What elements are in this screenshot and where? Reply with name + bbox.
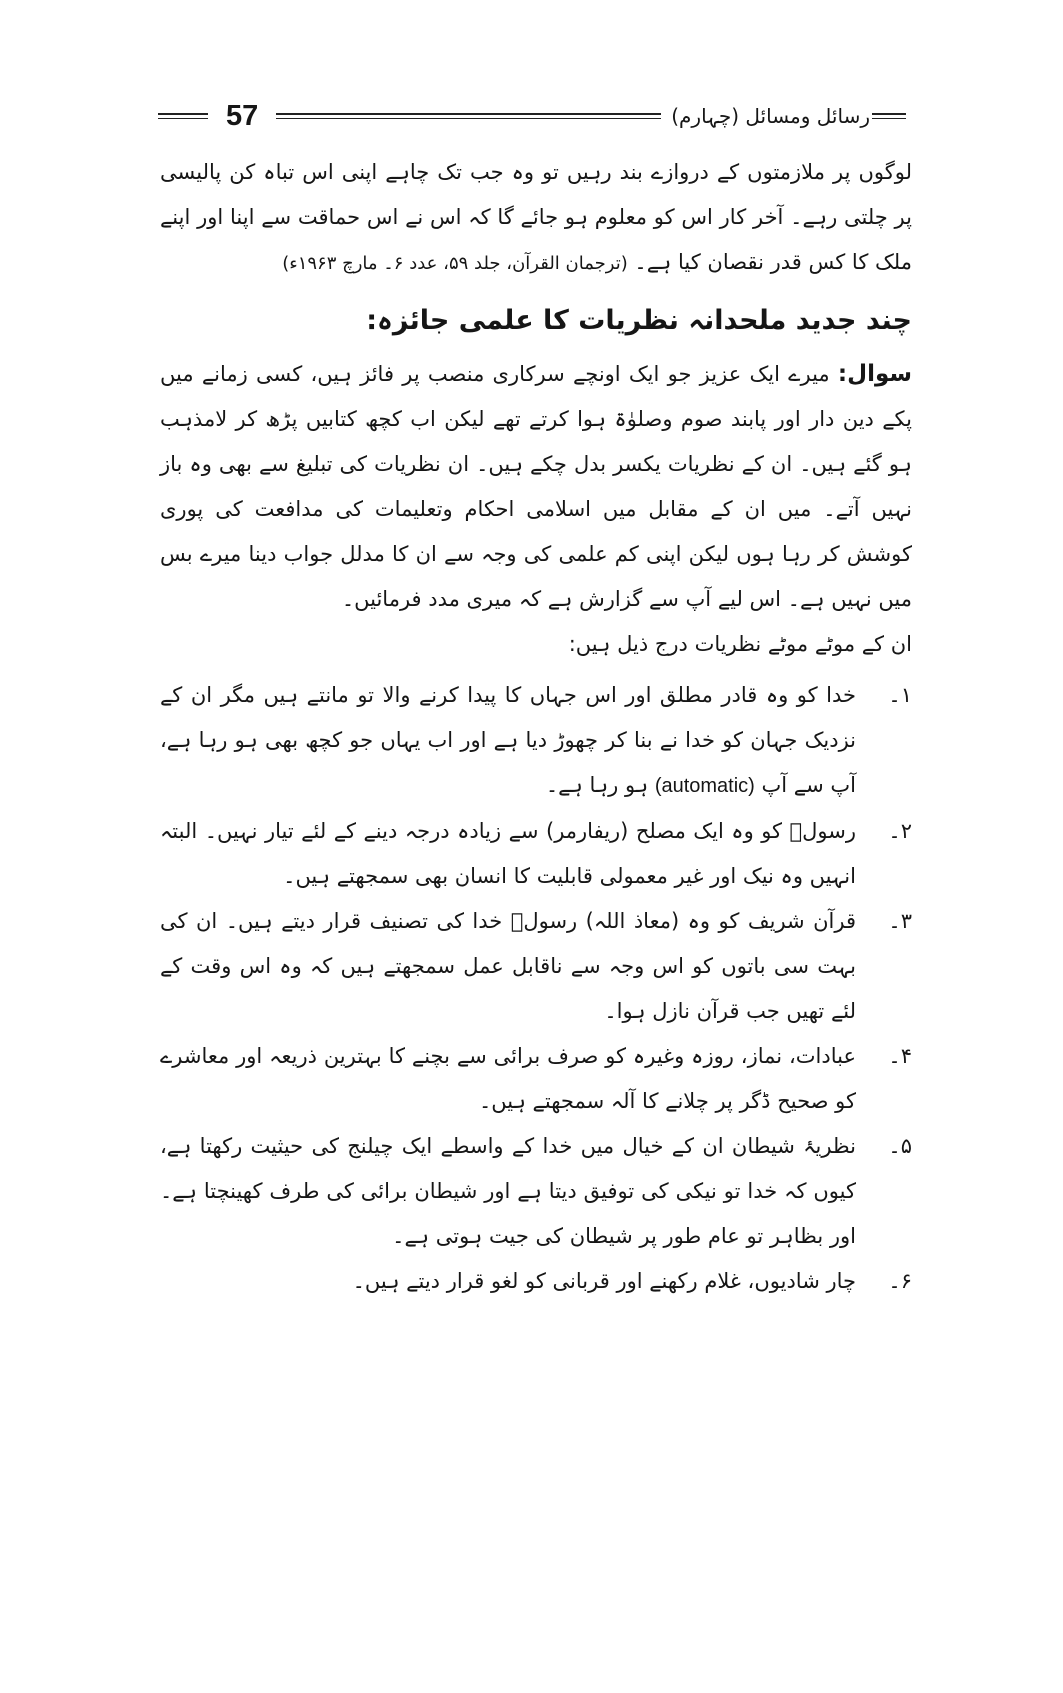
list-item <box>160 809 912 899</box>
citation: (ترجمان القرآن، جلد ۵۹، عدد ۶۔ مارچ ۱۹۶۳ء) <box>282 253 628 274</box>
question-label: سوال: <box>837 361 912 387</box>
question-paragraph <box>160 352 912 622</box>
item-number: ۴۔ <box>888 1044 912 1068</box>
page-body <box>160 150 912 1304</box>
item-text: رسولؐ کو وہ ایک مصلح (ریفارمر) سے زیادہ درجہ دینے کے لئے تیار نہیں۔ البتہ انہیں وہ نیک اور غیر معمولی قابلیت کا انسان بھی سمجھتے ہیں۔ <box>160 819 856 888</box>
list-item <box>160 1034 912 1124</box>
opening-paragraph-text: لوگوں پر ملازمتوں کے دروازے بند رہیں تو وہ جب تک چاہے اپنی اس تباہ کن پالیسی پر چلتی رہے۔ آخر کار اس کو معلوم ہو جائے گا کہ اس نے اس حماقت سے اپنا اور اپنے ملک کا کس قدر نقصان کیا ہے۔ <box>160 160 912 274</box>
header-rule-right <box>872 113 906 119</box>
item-text-end: ہو رہا ہے۔ <box>545 773 649 797</box>
item-text: عبادات، نماز، روزہ وغیرہ کو صرف برائی سے بچنے کا بہترین ذریعہ اور معاشرے کو صحیح ڈگر پر چلانے کا آلہ سمجھتے ہیں۔ <box>160 1044 856 1113</box>
list-item <box>160 1124 912 1259</box>
item-text: نظریۂ شیطان ان کے خیال میں خدا کے واسطے ایک چیلنج کی حیثیت رکھتا ہے، کیوں کہ خدا تو نیکی کی توفیق دیتا ہے اور شیطان برائی کی طرف کھینچتا ہے۔ اور بظاہر تو عام طور پر شیطان کی جیت ہوتی ہے۔ <box>160 1134 856 1248</box>
opening-paragraph <box>160 150 912 286</box>
english-term: (automatic) <box>654 775 755 797</box>
item-text: چار شادیوں، غلام رکھنے اور قربانی کو لغو قرار دیتے ہیں۔ <box>352 1269 856 1293</box>
section-title: چند جدید ملحدانہ نظریات کا علمی جائزہ: <box>366 305 912 336</box>
header-rule-left <box>158 113 208 119</box>
item-text <box>160 673 856 809</box>
running-header <box>158 96 906 136</box>
list-item <box>160 1259 912 1304</box>
item-number: ۱۔ <box>888 683 912 707</box>
item-number: ۲۔ <box>888 819 912 843</box>
item-text-main: خدا کو وہ قادر مطلق اور اس جہاں کا پیدا کرنے والا تو مانتے ہیں مگر ان کے نزدیک جہان کو خدا نے بنا کر چھوڑ دیا ہے اور اب یہاں جو کچھ بھی ہو رہا ہے، آپ سے آپ <box>160 683 856 797</box>
item-number: ۶۔ <box>888 1269 912 1293</box>
question-text: میرے ایک عزیز جو ایک اونچے سرکاری منصب پر فائز ہیں، کسی زمانے میں پکے دین دار اور پابند صوم وصلوٰۃ ہوا کرتے تھے لیکن اب کچھ کتابیں پڑھ کر لامذہب ہو گئے ہیں۔ ان کے نظریات یکسر بدل چکے ہیں۔ ان نظریات کی تبلیغ سے بھی وہ باز نہیں آتے۔ میں ان کے مقابل میں اسلامی احکام وتعلیمات کی مدافعت کی پوری کوشش کر رہا ہوں لیکن اپنی کم علمی کی وجہ سے ان کا مدلل جواب دینا میرے بس میں نہیں ہے۔ اس لیے آپ سے گزارش ہے کہ میری مدد فرمائیں۔ <box>160 362 912 611</box>
item-text: قرآن شریف کو وہ (معاذ اللہ) رسولؐ خدا کی تصنیف قرار دیتے ہیں۔ ان کی بہت سی باتوں کو اس وجہ سے ناقابل عمل سمجھتے ہیں کہ وہ اس وقت کے لئے تھیں جب قرآن نازل ہوا۔ <box>160 909 856 1023</box>
item-number: ۵۔ <box>888 1134 912 1158</box>
header-rule-middle <box>276 113 661 119</box>
list-item <box>160 899 912 1034</box>
item-number: ۳۔ <box>888 909 912 933</box>
list-item <box>160 673 912 809</box>
page-number: 57 <box>226 99 259 132</box>
running-title: رسائل ومسائل (چہارم) <box>671 104 870 128</box>
beliefs-list <box>160 673 912 1304</box>
list-intro: ان کے موٹے موٹے نظریات درج ذیل ہیں: <box>568 632 912 656</box>
